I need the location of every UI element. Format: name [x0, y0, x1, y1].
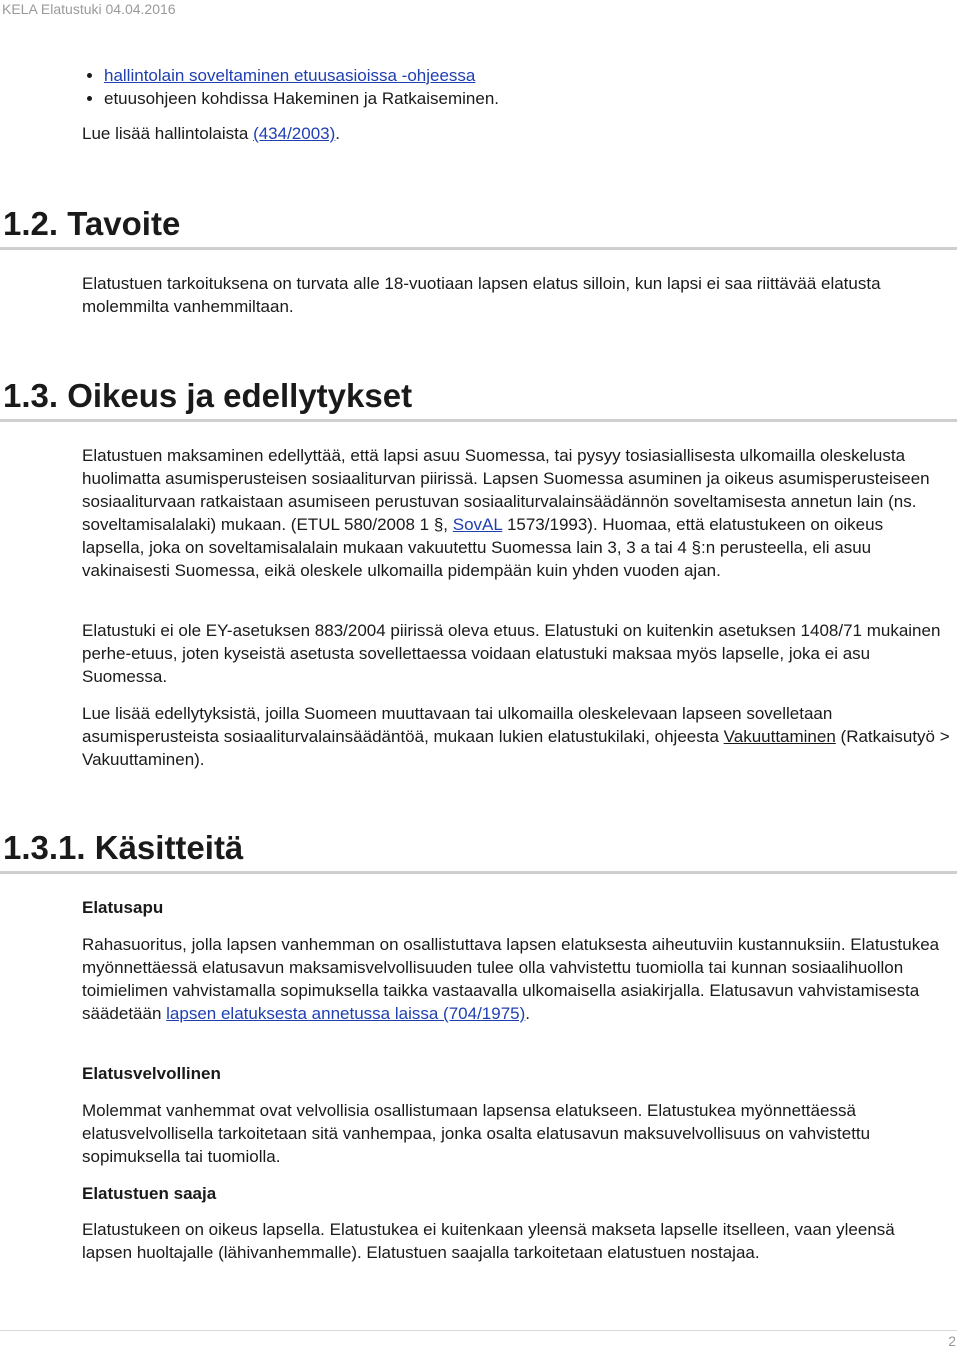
section-heading-1-2: 1.2. Tavoite [3, 205, 181, 242]
list-item [104, 87, 499, 110]
text: Elatustuen maksaminen edellyttää, että lapsi asuu Suomessa, tai pysyy tosiasiallisesta ulkomailla oleskelusta huolimatta asumisperusteisen sosiaaliturvan piirissä. Lapsen Suomessa asuminen ja oikeus asumisperusteiseen sosiaaliturvaan ratkaistaan asumiseen perustuvan sosiaaliturvalainsäädännön soveltamisesta annetun lain (ns. soveltamisalalaki) mukaan. (ETUL 580/2008 1 [82, 446, 930, 534]
s12-paragraph: Elatustuen tarkoituksena on turvata alle 18-vuotiaan lapsen elatus silloin, kun lapsi ei saa riittävää elatusta molemmilta vanhemmiltaan. [82, 274, 881, 316]
intro-bullet-list [82, 64, 499, 110]
text: . [525, 1004, 530, 1023]
definition-elatusapu [82, 933, 942, 1025]
s13-paragraph-1: Elatustuen maksaminen edellyttää, että lapsi asuu Suomessa, tai pysyy tosiasiallisesta ulkomailla oleskelusta huolimatta asumisperusteisen sosiaaliturvan piirissä. Lapsen Suomessa asuminen ja oikeus asumisperusteiseen sosiaaliturvaan ratkaistaan asumiseen perustuvan sosiaaliturvalainsäädännön soveltamisesta annetun lain (ns. soveltamisalalaki) mukaan. (ETUL 580/2008 1 §, SovAL 1573/1993). Huomaa, että elatustukeen on oikeus lapsella, joka on soveltamisalalain mukaan vakuutettu Suomessa lain 3, 3 a tai 4 §:n perusteella, eli asuu vakinaisesti Suomessa, eikä oleskele ulkomailla pidempään kuin yhden vuoden ajan. [82, 446, 930, 580]
s13-paragraph-3 [82, 702, 952, 771]
document-header: KELA Elatustuki 04.04.2016 [2, 1, 176, 17]
heading-rule [0, 419, 957, 422]
vakuuttaminen-link[interactable]: Vakuuttaminen [723, 727, 836, 746]
lapsen-elatus-law-link[interactable]: lapsen elatuksesta annetussa laissa (704/1975) [166, 1004, 526, 1023]
definition-elatustuen-saaja: Elatustukeen on oikeus lapsella. Elatustukea ei kuitenkaan yleensä makseta lapselle itselleen, vaan yleensä lapsen huoltajalle (lähivanhemmalle). Elatustuen saajalla tarkoitetaan elatustuen nostajaa. [82, 1220, 895, 1262]
section-heading-1-3: 1.3. Oikeus ja edellytykset [3, 377, 413, 414]
text: 1573/1993). Huomaa, että elatustukeen on oikeus lapsella, joka on soveltamisalalain mukaan vakuutettu Suomessa lain 3, 3 a tai 4 [82, 515, 884, 557]
s13-paragraph-2: Elatustuki ei ole EY-asetuksen 883/2004 piirissä oleva etuus. Elatustuki on kuitenkin asetuksen 1408/71 mukainen perhe-etuus, joten kyseistä asetusta sovellettaessa voidaan elatustuki maksaa myös lapselle, joka ei asu Suomessa. [82, 621, 941, 686]
footer-divider [0, 1330, 957, 1331]
text: . [335, 124, 341, 143]
term-elatusvelvollinen: Elatusvelvollinen [82, 1064, 221, 1083]
section-heading-1-3-1: 1.3.1. Käsitteitä [3, 829, 244, 866]
soval-link[interactable]: SovAL [452, 515, 503, 534]
intro-more-text [82, 122, 340, 145]
heading-rule [0, 871, 957, 874]
list-item-text: etuusohjeen kohdissa Hakeminen ja Ratkaiseminen. [104, 89, 500, 108]
term-elatustuen-saaja: Elatustuen saaja [82, 1184, 217, 1203]
text: Rahasuoritus, jolla lapsen vanhemman on osallistuttava lapsen elatuksesta aiheutuviin kustannuksiin. Elatustukea myönnettäessä elatusavun maksamisvelvollisuuden tulee olla vahvistettu tuomiolla tai kunnan sosiaalihuollon toimielimen vahvistamalla sopimuksella taikka vastaavalla ulkomaisella asiakirjalla. Elatusavun vahvistamisesta säädetään [82, 935, 940, 1023]
guide-link[interactable]: hallintolain soveltaminen etuusasioissa -ohjeessa [104, 66, 476, 85]
law-link-434-2003[interactable]: (434/2003) [253, 124, 336, 143]
page-number: 2 [948, 1333, 956, 1349]
definition-elatusvelvollinen: Molemmat vanhemmat ovat velvollisia osallistumaan lapsensa elatukseen. Elatustukea myönnettäessä elatusvelvollisella tarkoitetaan sitä vanhempaa, jonka osalta elatusavun maksuvelvollisuus on vahvistettu sopimuksella tai tuomiolla. [82, 1101, 871, 1166]
text: Lue lisää edellytyksistä, joilla Suomeen muuttavaan tai ulkomailla oleskelevaan lapseen sovelletaan asumisperusteista sosiaaliturvalainsäädäntöä, mukaan lukien elatustukilaki, ohjeesta [82, 704, 833, 746]
text: (Ratkaisutyö > Vakuuttaminen). [82, 727, 950, 769]
heading-rule [0, 247, 957, 250]
term-elatusapu: Elatusapu [82, 898, 164, 917]
text: Lue lisää hallintolaista [82, 124, 254, 143]
list-item[interactable] [104, 64, 499, 87]
text: , [443, 515, 453, 534]
text: :n perusteella, eli asuu vakinaisesti Suomessa, eikä oleskele ulkomailla pidempään kuin yhden vuoden ajan. [82, 538, 872, 580]
